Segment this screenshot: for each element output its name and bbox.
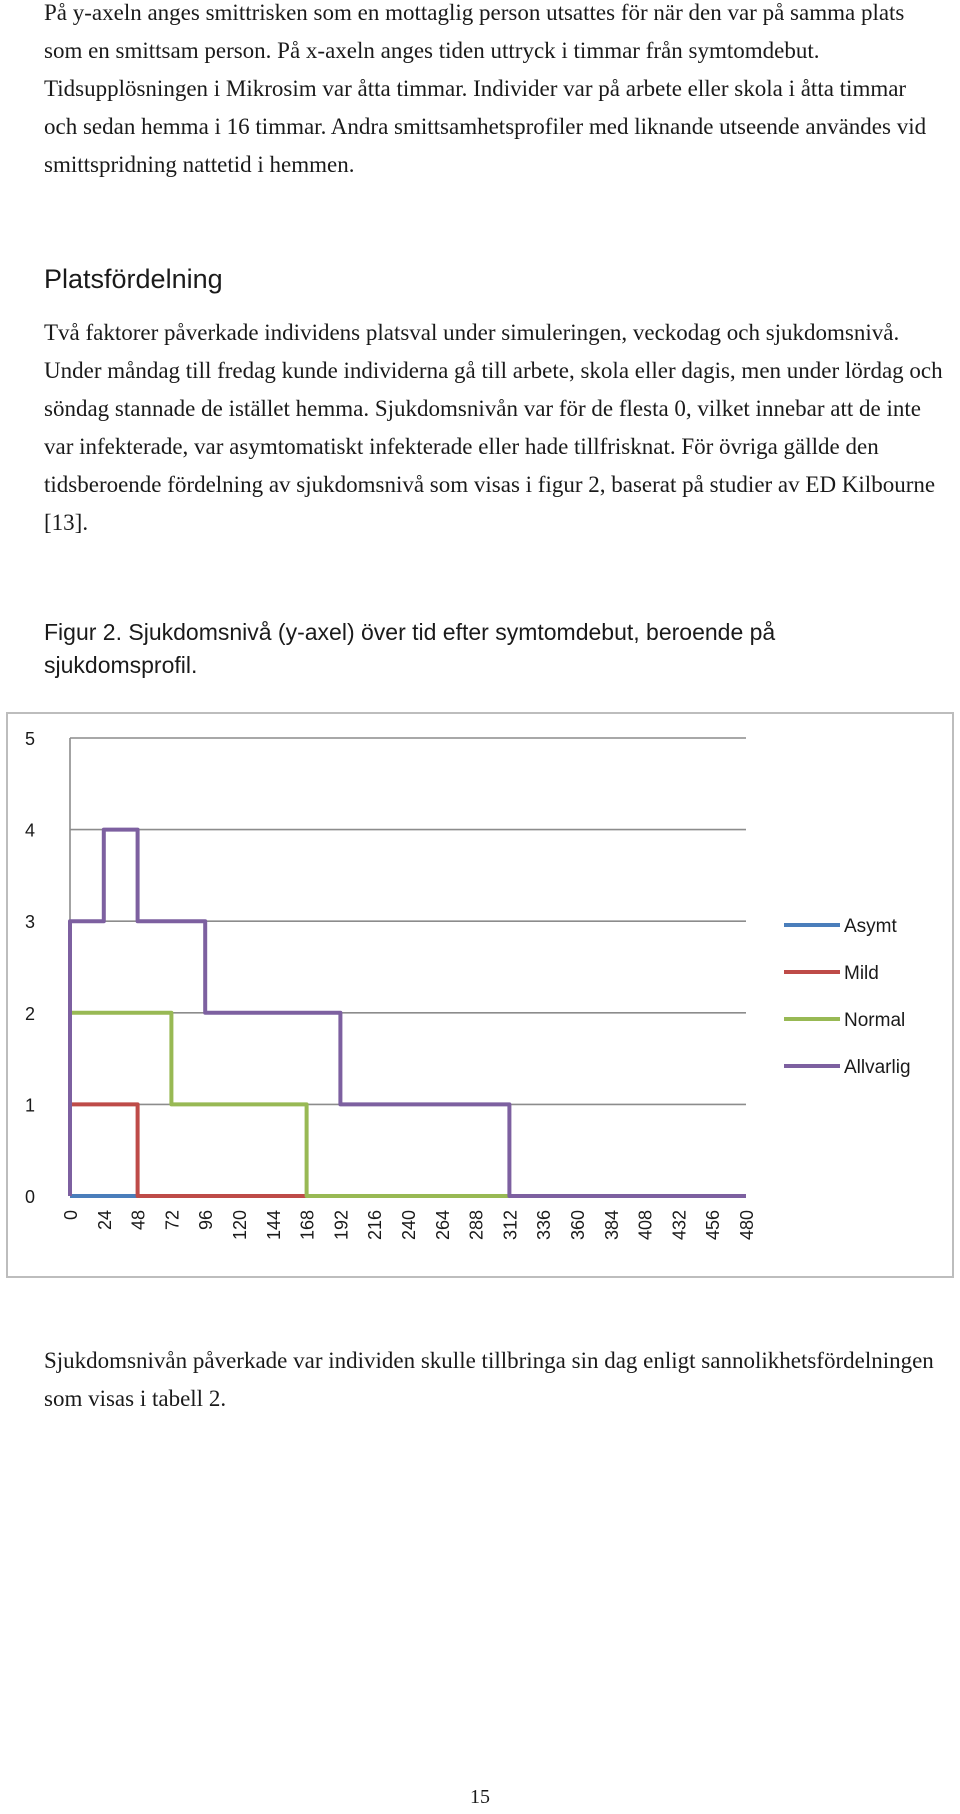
x-tick-label: 96 bbox=[196, 1210, 217, 1231]
legend-label-normal: Normal bbox=[844, 1010, 906, 1031]
x-tick-label: 456 bbox=[703, 1210, 724, 1241]
x-tick-label: 408 bbox=[635, 1210, 656, 1241]
x-tick-label: 432 bbox=[669, 1210, 690, 1241]
y-tick-label: 1 bbox=[24, 1095, 36, 1116]
intro-paragraph: På y-axeln anges smittrisken som en mottaglig person utsattes för när den var på samma plats som en smittsam person. På x-axeln anges tiden uttryck i timmar från symtomdebut. Tidsupplösningen i Mikrosim var åtta timmar. Individer var på arbete eller skola i åtta timmar och sedan hemma i 16 timmar. Andra smittsamhetsprofiler med liknande utseende användes vid smittspridning nattetid i hemmen. bbox=[44, 0, 927, 177]
section-heading: Platsfördelning bbox=[44, 264, 223, 294]
x-tick-label: 288 bbox=[466, 1210, 487, 1241]
x-tick-label: 360 bbox=[568, 1210, 588, 1241]
y-tick-label: 3 bbox=[24, 912, 36, 933]
closing-paragraph: Sjukdomsnivån påverkade var individen skulle tillbringa sin dag enligt sannolikhetsfördelningen som visas i tabell 2. bbox=[44, 1348, 934, 1411]
x-tick-label: 168 bbox=[297, 1210, 318, 1241]
figure-caption: Figur 2. Sjukdomsnivå (y-axel) över tid efter symtomdebut, beroende på sjukdomsprofil. bbox=[44, 619, 776, 678]
x-tick-label: 384 bbox=[601, 1210, 622, 1241]
x-tick-label: 240 bbox=[399, 1210, 419, 1241]
body-paragraph: Två faktorer påverkade individens platsval under simuleringen, veckodag och sjukdomsnivå. Under måndag till fredag kunde individerna gå till arbete, skola eller dagis, men under lördag och söndag stannade de istället hemma. Sjukdomsnivån var för de flesta 0, vilket innebar att de inte var infekterade, var asymtomatiskt infekterade eller hade tillfrisknat. För övriga gällde den tidsberoende fördelning av sjukdomsnivå som visas i figur 2, baserat på studier av ED Kilbourne [13]. bbox=[44, 320, 943, 535]
figure-chart bbox=[6, 712, 954, 1278]
y-tick-label: 4 bbox=[24, 820, 36, 841]
x-tick-label: 192 bbox=[331, 1210, 352, 1241]
x-tick-label: 480 bbox=[737, 1210, 757, 1241]
y-tick-label: 0 bbox=[24, 1187, 36, 1207]
page-number: 15 bbox=[470, 1786, 490, 1808]
chart-svg bbox=[8, 714, 956, 1280]
x-tick-label: 336 bbox=[534, 1210, 555, 1241]
x-tick-label: 0 bbox=[61, 1210, 81, 1221]
x-tick-label: 264 bbox=[432, 1210, 453, 1241]
legend-label-allvarlig: Allvarlig bbox=[844, 1057, 911, 1078]
legend-label-asymt: Asymt bbox=[844, 916, 897, 937]
legend-label-mild: Mild bbox=[844, 963, 879, 984]
x-tick-label: 312 bbox=[500, 1210, 521, 1241]
x-tick-label: 24 bbox=[94, 1210, 115, 1231]
x-tick-label: 120 bbox=[230, 1210, 250, 1241]
series-line-mild bbox=[70, 1104, 746, 1196]
y-tick-label: 5 bbox=[24, 729, 36, 749]
x-tick-label: 48 bbox=[128, 1210, 149, 1231]
y-tick-label: 2 bbox=[24, 1003, 36, 1024]
x-tick-label: 72 bbox=[162, 1210, 183, 1231]
x-tick-label: 216 bbox=[365, 1210, 386, 1241]
x-tick-label: 144 bbox=[263, 1210, 284, 1241]
